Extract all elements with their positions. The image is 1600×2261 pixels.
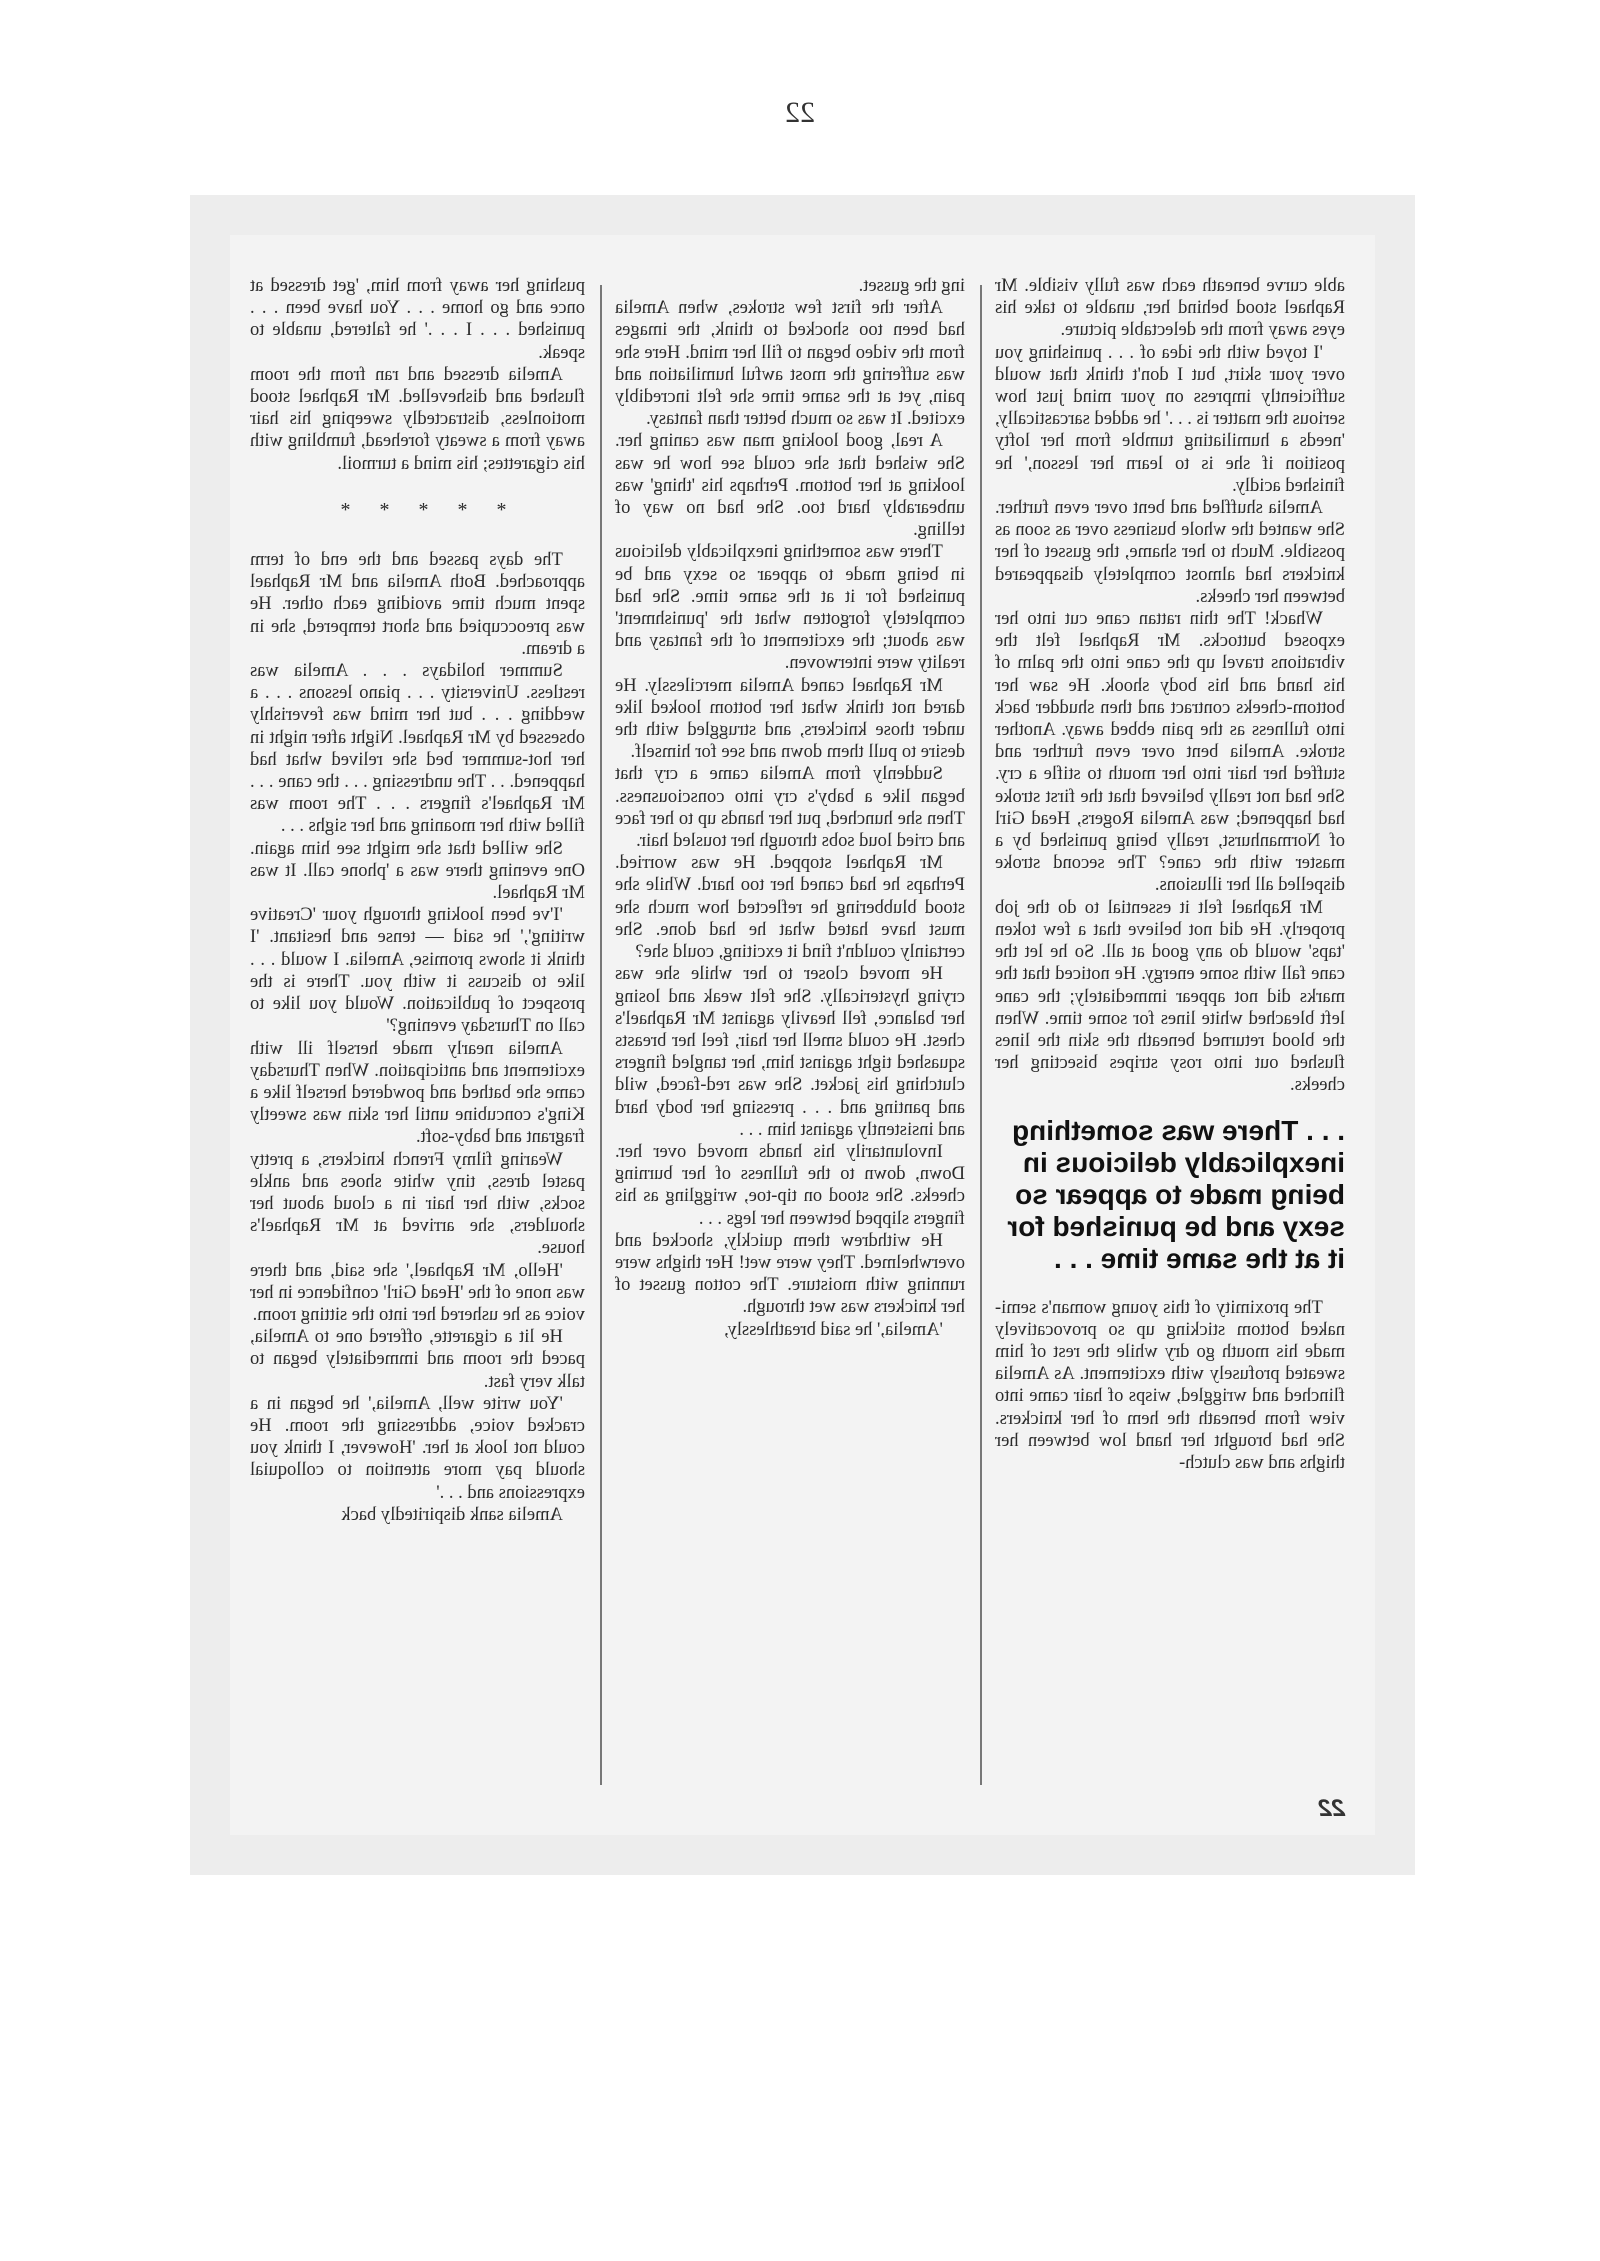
paragraph: Involuntarily his hands moved over her. Down, down to the fullness of her burning cheeks. She stood on tip-toe, wriggling as his fingers slipped between her legs . . . (615, 1141, 965, 1229)
article-sheet (230, 235, 1375, 1835)
paragraph: After the first few strokes, when Amelia had been too shocked to think, the images from the video began to fill her mind. Here she was suffering the most awful humiliation and pain, yet at the same time she felt incredibly excited. It was so much better than fantasy. (615, 298, 965, 430)
column-2 (615, 275, 965, 1775)
paragraph: Mr Raphael stopped. He was worried. Perhaps he had caned her too hard. While she stood blubbering he reflected how much she must have hated what he had done. She certainly couldn't find it exciting, could she? (615, 853, 965, 963)
column-divider (980, 285, 982, 1785)
paragraph: ing the gusset. (858, 276, 965, 296)
paragraph: Amelia nearly made herself ill with excitement and anticipation. When Thursday came she bathed and powdered herself like a King's concubine until her skin was sweetly fragrant and baby-soft. (250, 1038, 585, 1148)
paragraph: The days passed and the end of term approached. Both Amelia and Mr Raphael spent much time avoiding each other. He was preoccupied and short tempered, she in a dream. (250, 550, 585, 659)
paragraph: 'Amelia,' he said breathlessly, (724, 1319, 943, 1340)
paragraph: He withdrew them quickly, shocked and overwhelmed. They were wet! Her thighs were running with moisture. The cotton gusset of her knickers was wet through. (615, 1230, 965, 1318)
section-separator: * * * * * (328, 498, 507, 521)
paragraph: Whack! The thin rattan cane cut into her exposed buttocks. Mr Raphael felt the vibrations travel up the cane into the palm of his hand and his body shook. He saw her bottom-cheeks contract and then shudder back into fullness as the pain ebbed away. Another stroke. Amelia bent over even further and stuffed her hair into her mouth to stifle a cry. She had not really believed that the first stroke had happened; was Amelia Rogers, Head Girl of Normanhurst, really being punished by a master with the cane? The second stroke dispelled all her illusions. (995, 609, 1345, 896)
paragraph: Amelia sank dispiritedly back (341, 1504, 563, 1525)
paragraph: There was something inexplicably delicious in being made to appear so sexy and be punished for it at the same time. She had completely forgotten what the 'punishment' was about; the excitement of the fantasy and reality were interwoven. (615, 542, 965, 674)
paragraph: Mr Raphael felt it essential to do the job properly. He did not believe that a few token 'taps' would do any good at all. So he let the cane fall with some energy. He noticed that the marks did not appear immediately; the cane left bleached white lines for some time. When the blood returned beneath the skin the lines flushed out into rosy stripes bisecting her cheeks. (995, 897, 1345, 1096)
paragraph: 'Hello, Mr Raphael,' she said, and there was none of the 'Head Girl' confidence in her voice as he ushered her into the sitting room. (250, 1260, 585, 1325)
paragraph: Suddenly from Amelia came a cry that began like a baby's cry into consciousness. Then she hunched, put her hands up to her face and cried loud sobs through her tousled hair. (615, 764, 965, 852)
paragraph: Amelia dressed and ran from the room flushed and dishevelled. Mr Raphael stood motionless, distractedly sweeping his hair away from a sweaty forehead, fumbling with his cigarettes; his mind a turmoil. (250, 364, 585, 474)
paragraph: Summer holidays . . . Amelia was restless. University . . . piano lessons . . . a wedding . . . but her mind was feverishly obsessed by Mr Raphael. Night after night in her hot-summer bed she relived what had happened. . . The undressing . . . the cane . . . Mr Raphael's fingers . . . The room was filled with her moaning and her sighs . . . (250, 661, 585, 837)
page-number-footer: 22 (1318, 1795, 1345, 1822)
paragraph: Amelia shuffled and bent over even further. She wanted the whole business over as soon as possible. Much to her shame, the gusset of her knickers had almost completely disappeared between her cheeks. (995, 498, 1345, 607)
column-divider (600, 285, 602, 1785)
paragraph: 'You write well, Amelia,' he began in a cracked voice, addressing the room. He could not look at her. 'However, I think you should pay more attention to colloquial expressions and . . .' (250, 1393, 585, 1503)
paragraph: He moved closer to her while she was crying hysterically. She felt weak and losing her balance, fell heavily against Mr Raphael's chest. He could smell her hair, feel her breasts squashed tight against him, her tangled fingers clutching his jacket. She was red-faced, wild and panting and . . . pressing her body hard and insistently against him . . . (615, 964, 965, 1140)
paragraph: pushing her away from him, 'get dressed at once and go home . . . You have been . . . punished . . . I . . .' he faltered, unable to speak. (250, 276, 585, 363)
paragraph: Wearing filmy French knickers, a pretty pastel dress, tiny white shoes and ankle socks, with her hair in a cloud about her shoulders, she arrived at Mr Raphael's house. (250, 1149, 585, 1259)
pull-quote: . . . There was something inexplicably delicious in being made to appear so sexy and be punished for it at the same time . . . (1007, 1114, 1345, 1274)
scanned-page (190, 195, 1415, 1875)
paragraph: A real, good looking man was caning her. She wished that she could see how he was looking at her bottom. Perhaps his 'thing' was unbearably hard too. She had no way of telling. (615, 431, 965, 541)
column-1 (995, 275, 1345, 1775)
paragraph: She willed that she might see him again. One evening there was a 'phone call. It was Mr Raphael. (250, 838, 585, 904)
column-3 (250, 275, 585, 1775)
paragraph: Mr Raphael caned Amelia mercilessly. He dared not think what her bottom looked like under those knickers, and struggled with the desire to pull them down and see for himself. (615, 675, 965, 763)
paragraph: able curve beneath each was fully visible. Mr Raphael stood behind her, unable to take his eyes away from the delectable picture. (995, 276, 1345, 341)
page-number-top: 22 (785, 96, 815, 129)
paragraph: The proximity of this young woman's semi-naked bottom sticking up so provocatively made his mouth go dry while the rest of him sweated profusely with excitement. As Amelia flinched and wriggled, wisps of hair came into view from beneath the hem of her knickers. She had brought her hand low between her thighs and was clutch- (995, 1297, 1345, 1473)
paragraph: He lit a cigarette, offered one to Amelia, paced the room and immediately began to talk very fast. (250, 1327, 585, 1392)
paragraph: 'I toyed with the idea of . . . punishing you over your skirt, but I don't think that would sufficiently impress on your mind just how serious the matter is . . .' he added sarcastically, 'needs a humiliating tumble from her lofty position if she is to learn her lesson,' he finished acidly. (995, 342, 1345, 496)
paragraph: 'I've been looking through your 'Creative writing',' he said — tense and hesitant. 'I think it shows promise, Amelia. I would . . . like to discuss it with you. There is the prospect of publication. Would you like to call on Thursday evening?' (250, 905, 585, 1037)
